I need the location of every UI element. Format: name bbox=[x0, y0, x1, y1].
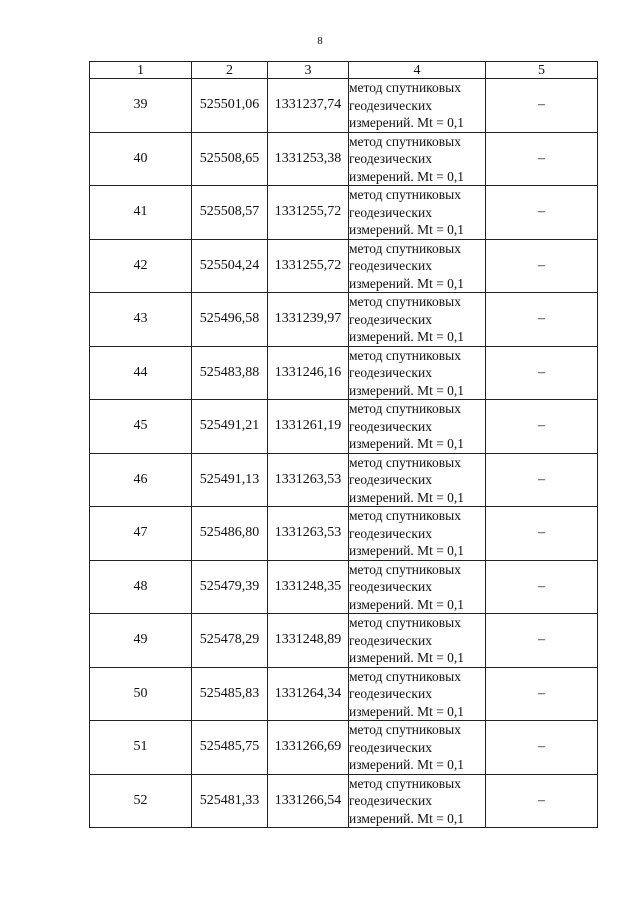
column-5-cell: – bbox=[486, 667, 598, 721]
x-coordinate-cell: 525485,83 bbox=[192, 667, 268, 721]
table-row bbox=[90, 132, 598, 186]
x-coordinate-cell: 525496,58 bbox=[192, 293, 268, 347]
y-coordinate-cell: 1331263,53 bbox=[268, 453, 349, 507]
y-coordinate-cell: 1331253,38 bbox=[268, 132, 349, 186]
method-line-2: геодезических bbox=[349, 686, 432, 701]
method-line-2: геодезических bbox=[349, 472, 432, 487]
column-5-cell: – bbox=[486, 293, 598, 347]
point-number-cell: 49 bbox=[90, 614, 192, 668]
method-line-1: метод спутниковых bbox=[349, 722, 461, 737]
table-row bbox=[90, 346, 598, 400]
x-coordinate-cell: 525483,88 bbox=[192, 346, 268, 400]
x-coordinate-cell: 525508,57 bbox=[192, 186, 268, 240]
method-cell bbox=[349, 79, 486, 133]
method-cell bbox=[349, 239, 486, 293]
method-line-3: измерений. Mt = 0,1 bbox=[349, 222, 465, 237]
y-coordinate-cell: 1331248,35 bbox=[268, 560, 349, 614]
method-line-1: метод спутниковых bbox=[349, 133, 461, 149]
method-line-3: измерений. Mt = 0,1 bbox=[349, 703, 465, 719]
y-coordinate-cell: 1331237,74 bbox=[268, 79, 349, 133]
point-number-cell: 52 bbox=[90, 774, 192, 828]
y-coordinate-cell: 1331255,72 bbox=[268, 239, 349, 293]
method-line-1: метод спутниковых bbox=[349, 347, 461, 363]
y-coordinate-cell: 1331266,69 bbox=[268, 721, 349, 775]
x-coordinate-cell: 525491,13 bbox=[192, 453, 268, 507]
method-cell bbox=[349, 774, 486, 828]
table-row bbox=[90, 560, 598, 614]
method-line-1: метод спутниковых bbox=[349, 80, 461, 95]
method-line-1: метод спутниковых bbox=[349, 668, 461, 684]
table-row bbox=[90, 614, 598, 668]
method-line-3: измерений. Mt = 0,1 bbox=[349, 115, 465, 130]
x-coordinate-cell: 525501,06 bbox=[192, 79, 268, 133]
point-number-cell: 51 bbox=[90, 721, 192, 775]
column-5-cell: – bbox=[486, 346, 598, 400]
x-coordinate-cell: 525481,33 bbox=[192, 774, 268, 828]
table-row bbox=[90, 293, 598, 347]
x-coordinate-cell: 525508,65 bbox=[192, 132, 268, 186]
x-coordinate-cell: 525485,75 bbox=[192, 721, 268, 775]
column-5-cell: – bbox=[486, 400, 598, 454]
table-header bbox=[90, 62, 598, 79]
method-cell bbox=[349, 293, 486, 347]
point-number-cell: 40 bbox=[90, 132, 192, 186]
column-header-4: 4 bbox=[349, 62, 486, 79]
y-coordinate-cell: 1331264,34 bbox=[268, 667, 349, 721]
method-line-1: метод спутниковых bbox=[349, 240, 461, 256]
method-line-1: метод спутниковых bbox=[349, 401, 461, 416]
point-number-cell: 39 bbox=[90, 79, 192, 133]
method-line-2: геодезических bbox=[349, 579, 432, 594]
x-coordinate-cell: 525504,24 bbox=[192, 239, 268, 293]
method-line-3: измерений. Mt = 0,1 bbox=[349, 489, 465, 505]
table-body bbox=[90, 79, 598, 828]
point-number-cell: 48 bbox=[90, 560, 192, 614]
y-coordinate-cell: 1331239,97 bbox=[268, 293, 349, 347]
column-5-cell: – bbox=[486, 132, 598, 186]
method-line-3: измерений. Mt = 0,1 bbox=[349, 168, 465, 184]
column-header-1: 1 bbox=[90, 62, 192, 79]
method-line-3: измерений. Mt = 0,1 bbox=[349, 810, 465, 826]
column-5-cell: – bbox=[486, 774, 598, 828]
y-coordinate-cell: 1331261,19 bbox=[268, 400, 349, 454]
point-number-cell: 46 bbox=[90, 453, 192, 507]
method-cell bbox=[349, 667, 486, 721]
method-line-3: измерений. Mt = 0,1 bbox=[349, 382, 465, 398]
method-line-1: метод спутниковых bbox=[349, 561, 461, 577]
method-line-2: геодезических bbox=[349, 151, 432, 166]
table-row bbox=[90, 453, 598, 507]
y-coordinate-cell: 1331255,72 bbox=[268, 186, 349, 240]
header-row bbox=[90, 62, 598, 79]
x-coordinate-cell: 525479,39 bbox=[192, 560, 268, 614]
method-line-1: метод спутниковых bbox=[349, 615, 461, 630]
point-number-cell: 43 bbox=[90, 293, 192, 347]
column-header-3: 3 bbox=[268, 62, 349, 79]
column-5-cell: – bbox=[486, 614, 598, 668]
column-5-cell: – bbox=[486, 453, 598, 507]
x-coordinate-cell: 525491,21 bbox=[192, 400, 268, 454]
method-line-1: метод спутниковых bbox=[349, 187, 461, 202]
x-coordinate-cell: 525478,29 bbox=[192, 614, 268, 668]
coordinates-table bbox=[89, 61, 598, 828]
column-5-cell: – bbox=[486, 239, 598, 293]
method-line-1: метод спутниковых bbox=[349, 508, 461, 523]
table-row bbox=[90, 774, 598, 828]
table-row bbox=[90, 186, 598, 240]
method-line-3: измерений. Mt = 0,1 bbox=[349, 436, 465, 451]
method-cell bbox=[349, 132, 486, 186]
method-cell bbox=[349, 560, 486, 614]
method-cell bbox=[349, 346, 486, 400]
y-coordinate-cell: 1331248,89 bbox=[268, 614, 349, 668]
method-line-1: метод спутниковых bbox=[349, 454, 461, 470]
y-coordinate-cell: 1331266,54 bbox=[268, 774, 349, 828]
column-5-cell: – bbox=[486, 507, 598, 561]
point-number-cell: 45 bbox=[90, 400, 192, 454]
x-coordinate-cell: 525486,80 bbox=[192, 507, 268, 561]
y-coordinate-cell: 1331246,16 bbox=[268, 346, 349, 400]
method-line-3: измерений. Mt = 0,1 bbox=[349, 329, 465, 344]
column-5-cell: – bbox=[486, 79, 598, 133]
column-header-2: 2 bbox=[192, 62, 268, 79]
method-line-2: геодезических bbox=[349, 97, 432, 113]
method-line-2: геодезических bbox=[349, 418, 432, 434]
method-line-3: измерений. Mt = 0,1 bbox=[349, 650, 465, 665]
method-cell bbox=[349, 186, 486, 240]
method-line-3: измерений. Mt = 0,1 bbox=[349, 543, 465, 558]
method-line-3: измерений. Mt = 0,1 bbox=[349, 757, 465, 772]
method-line-2: геодезических bbox=[349, 204, 432, 220]
method-cell bbox=[349, 507, 486, 561]
point-number-cell: 41 bbox=[90, 186, 192, 240]
column-5-cell: – bbox=[486, 721, 598, 775]
method-line-1: метод спутниковых bbox=[349, 294, 461, 309]
method-cell bbox=[349, 614, 486, 668]
table-row bbox=[90, 507, 598, 561]
column-5-cell: – bbox=[486, 186, 598, 240]
point-number-cell: 44 bbox=[90, 346, 192, 400]
table-row bbox=[90, 400, 598, 454]
method-line-2: геодезических bbox=[349, 739, 432, 755]
point-number-cell: 42 bbox=[90, 239, 192, 293]
page-number: 8 bbox=[317, 35, 323, 47]
table-row bbox=[90, 721, 598, 775]
method-cell bbox=[349, 453, 486, 507]
method-line-2: геодезических bbox=[349, 258, 432, 273]
method-line-2: геодезических bbox=[349, 525, 432, 541]
method-line-1: метод спутниковых bbox=[349, 775, 461, 791]
method-cell bbox=[349, 400, 486, 454]
method-line-3: измерений. Mt = 0,1 bbox=[349, 275, 465, 291]
column-header-5: 5 bbox=[486, 62, 598, 79]
y-coordinate-cell: 1331263,53 bbox=[268, 507, 349, 561]
table-row bbox=[90, 667, 598, 721]
point-number-cell: 47 bbox=[90, 507, 192, 561]
column-5-cell: – bbox=[486, 560, 598, 614]
table-row bbox=[90, 79, 598, 133]
method-line-2: геодезических bbox=[349, 311, 432, 327]
method-line-2: геодезических bbox=[349, 793, 432, 808]
method-line-2: геодезических bbox=[349, 632, 432, 648]
method-line-2: геодезических bbox=[349, 365, 432, 380]
method-line-3: измерений. Mt = 0,1 bbox=[349, 596, 465, 612]
method-cell bbox=[349, 721, 486, 775]
point-number-cell: 50 bbox=[90, 667, 192, 721]
table-row bbox=[90, 239, 598, 293]
